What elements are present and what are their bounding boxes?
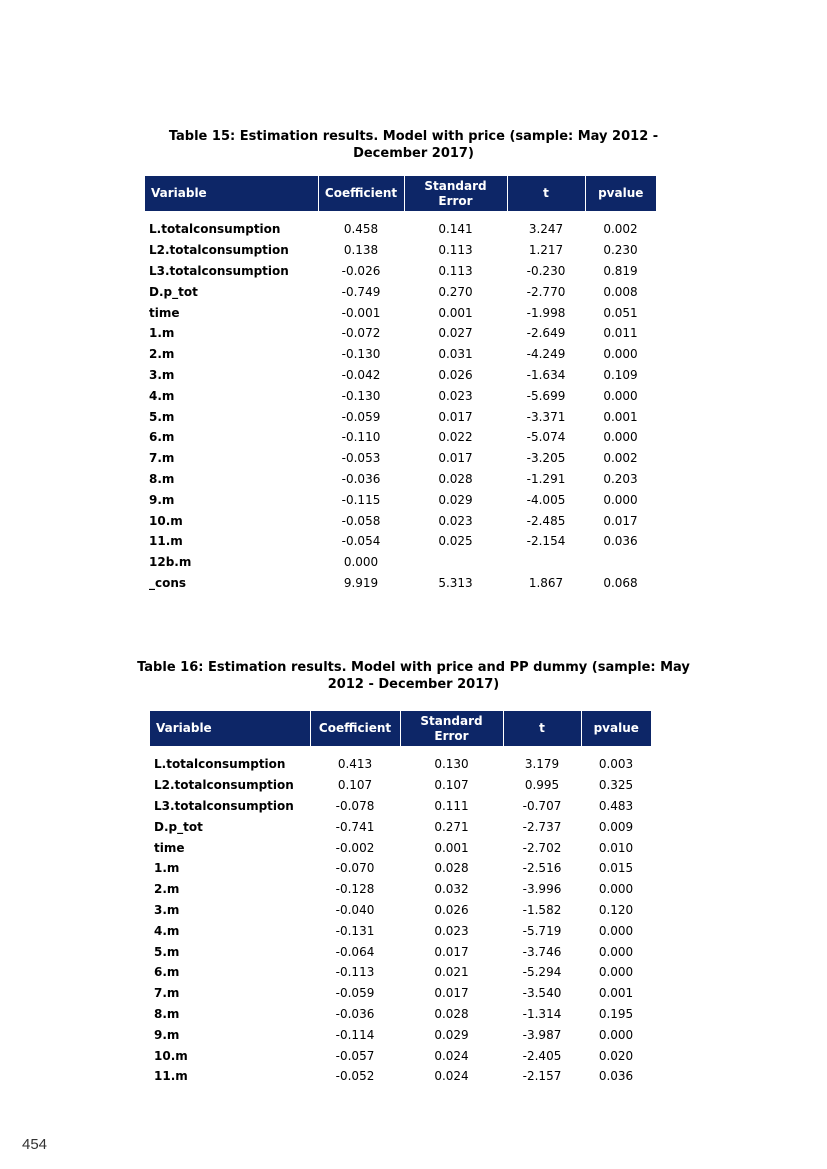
standard-error-cell: 0.130 (434, 757, 469, 772)
header-coefficient: Coefficient (310, 711, 400, 746)
t-cell: -4.005 (526, 492, 566, 507)
coefficient-cell: 0.413 (337, 757, 373, 772)
header-variable: Variable (150, 711, 310, 746)
standard-error-cell: 0.141 (438, 222, 473, 237)
standard-error-cell: 0.022 (438, 430, 473, 445)
standard-error-cell: 0.017 (434, 944, 469, 959)
pvalue-cell: 0.230 (603, 243, 638, 258)
variable-cell: 11.m (154, 1069, 188, 1084)
header-coefficient: Coefficient (318, 176, 404, 211)
table-row (150, 1004, 651, 1025)
standard-error-cell: 0.028 (434, 861, 469, 876)
pvalue-cell: 0.000 (598, 944, 634, 959)
pvalue-cell: 0.000 (598, 1027, 634, 1042)
table-row (150, 858, 651, 879)
table-row (150, 796, 651, 817)
pvalue-cell: 0.000 (603, 388, 638, 403)
table-header-row (145, 176, 656, 211)
header-standard-error (400, 711, 503, 746)
coefficient-cell: -0.749 (341, 284, 381, 299)
pvalue-cell: 0.002 (603, 222, 638, 237)
table-row (145, 281, 656, 302)
standard-error-cell: 0.028 (438, 471, 473, 486)
t-cell: -0.707 (522, 798, 562, 813)
t-cell: -2.154 (526, 534, 566, 549)
coefficient-cell: 0.138 (343, 243, 379, 258)
pvalue-cell: 0.000 (598, 882, 634, 897)
header-se-line1: Standard (420, 713, 483, 728)
header-se-line1: Standard (424, 178, 487, 193)
table-row (150, 1066, 651, 1087)
coefficient-cell: -0.059 (335, 986, 375, 1001)
header-pvalue: pvalue (585, 176, 656, 211)
standard-error-cell: 0.023 (438, 388, 473, 403)
coefficient-cell: -0.036 (341, 471, 381, 486)
table-row (150, 879, 651, 900)
standard-error-cell: 0.027 (438, 326, 473, 341)
page-number: 454 (22, 1136, 48, 1153)
header-t: t (503, 711, 581, 746)
t-cell: -0.230 (526, 263, 566, 278)
variable-cell: L2.totalconsumption (154, 778, 294, 793)
variable-cell: 6.m (149, 430, 175, 445)
table-row (145, 261, 656, 282)
t-cell: -2.516 (522, 861, 562, 876)
t-cell: -1.998 (526, 305, 566, 320)
table-row (145, 211, 656, 240)
table-15-caption (0, 128, 827, 162)
variable-cell: _cons (149, 575, 187, 590)
standard-error-cell: 0.023 (438, 513, 473, 528)
coefficient-cell: -0.072 (341, 326, 381, 341)
standard-error-cell: 0.017 (438, 409, 473, 424)
pvalue-cell: 0.068 (603, 575, 638, 590)
table-row (145, 448, 656, 469)
pvalue-cell: 0.001 (598, 986, 634, 1001)
caption-line: December 2017) (353, 146, 474, 161)
t-cell: -3.987 (522, 1027, 562, 1042)
table-row (145, 365, 656, 386)
coefficient-cell: -0.026 (341, 263, 381, 278)
variable-cell: 11.m (149, 534, 183, 549)
variable-cell: 2.m (154, 882, 180, 897)
pvalue-cell: 0.020 (598, 1048, 634, 1063)
table-row (150, 1024, 651, 1045)
standard-error-cell: 0.113 (438, 243, 473, 258)
variable-cell: 7.m (149, 451, 175, 466)
table-row (145, 427, 656, 448)
coefficient-cell: -0.054 (341, 534, 381, 549)
coefficient-cell: -0.078 (335, 798, 375, 813)
table-row (150, 941, 651, 962)
header-se-line2: Error (438, 193, 473, 208)
standard-error-cell: 0.270 (438, 284, 473, 299)
variable-cell: L3.totalconsumption (154, 798, 294, 813)
pvalue-cell: 0.015 (598, 861, 634, 876)
t-cell: 1.867 (528, 575, 564, 590)
t-cell: -3.996 (522, 882, 562, 897)
t-cell: -3.371 (526, 409, 566, 424)
table-row (150, 775, 651, 796)
variable-cell: 8.m (154, 1006, 180, 1021)
t-cell: -2.770 (526, 284, 566, 299)
t-cell: -4.249 (526, 347, 566, 362)
pvalue-cell: 0.036 (603, 534, 638, 549)
table-row (150, 837, 651, 858)
variable-cell: L.totalconsumption (154, 757, 286, 772)
standard-error-cell: 0.107 (434, 778, 469, 793)
table-row (150, 920, 651, 941)
table-15 (145, 176, 656, 593)
table-row (145, 573, 656, 594)
t-cell: -3.746 (522, 944, 562, 959)
t-cell: 3.179 (524, 757, 560, 772)
pvalue-cell: 0.017 (603, 513, 638, 528)
standard-error-cell: 0.271 (434, 819, 469, 834)
t-cell: 1.217 (528, 243, 564, 258)
coefficient-cell: -0.001 (341, 305, 381, 320)
coefficient-cell: -0.115 (341, 492, 381, 507)
table-body (150, 746, 651, 1087)
standard-error-cell: 0.032 (434, 882, 469, 897)
pvalue-cell: 0.195 (598, 1006, 634, 1021)
t-cell: -2.702 (522, 840, 562, 855)
variable-cell: 4.m (154, 923, 180, 938)
variable-cell: 9.m (154, 1027, 180, 1042)
variable-cell: 6.m (154, 965, 180, 980)
variable-cell: 4.m (149, 388, 175, 403)
variable-cell: 1.m (154, 861, 180, 876)
table-row (150, 816, 651, 837)
standard-error-cell: 0.001 (434, 840, 469, 855)
coefficient-cell: -0.128 (335, 882, 375, 897)
coefficient-cell: -0.042 (341, 367, 381, 382)
standard-error-cell: 0.025 (438, 534, 473, 549)
standard-error-cell: 0.001 (438, 305, 473, 320)
standard-error-cell: 5.313 (438, 575, 473, 590)
table-row (145, 406, 656, 427)
t-cell: -2.485 (526, 513, 566, 528)
t-cell: 3.247 (528, 222, 564, 237)
coefficient-cell: -0.052 (335, 1069, 375, 1084)
variable-cell: 3.m (149, 367, 175, 382)
table-row (150, 962, 651, 983)
table-row (145, 323, 656, 344)
pvalue-cell: 0.011 (603, 326, 638, 341)
table-row (145, 510, 656, 531)
t-cell: -2.405 (522, 1048, 562, 1063)
table-row (150, 746, 651, 775)
coefficient-cell: -0.064 (335, 944, 375, 959)
coefficient-cell: -0.131 (335, 923, 375, 938)
variable-cell: 10.m (154, 1048, 188, 1063)
variable-cell: D.p_tot (149, 284, 198, 299)
t-cell: -5.074 (526, 430, 566, 445)
t-cell: -1.582 (522, 902, 562, 917)
coefficient-cell: -0.002 (335, 840, 375, 855)
standard-error-cell: 0.031 (438, 347, 473, 362)
coefficient-cell: 0.458 (343, 222, 379, 237)
pvalue-cell: 0.010 (598, 840, 634, 855)
t-cell: -2.157 (522, 1069, 562, 1084)
pvalue-cell: 0.000 (603, 347, 638, 362)
pvalue-cell: 0.002 (603, 451, 638, 466)
t-cell: -5.699 (526, 388, 566, 403)
standard-error-cell: 0.021 (434, 965, 469, 980)
coefficient-cell: 0.107 (337, 778, 373, 793)
table-row (145, 385, 656, 406)
variable-cell: time (154, 840, 185, 855)
variable-cell: 9.m (149, 492, 175, 507)
t-cell: -3.205 (526, 451, 566, 466)
variable-cell: D.p_tot (154, 819, 203, 834)
coefficient-cell: -0.036 (335, 1006, 375, 1021)
coefficient-cell: -0.130 (341, 388, 381, 403)
table-header-row (150, 711, 651, 746)
t-cell: -1.634 (526, 367, 566, 382)
caption-line: Table 15: Estimation results. Model with price (sample: May 2012 - (168, 129, 659, 144)
table-row (145, 344, 656, 365)
header-variable: Variable (145, 176, 318, 211)
coefficient-cell: 9.919 (343, 575, 379, 590)
pvalue-cell: 0.000 (603, 430, 638, 445)
pvalue-cell: 0.003 (598, 757, 634, 772)
coefficient-cell: -0.114 (335, 1027, 375, 1042)
variable-cell: L.totalconsumption (149, 222, 281, 237)
pvalue-cell: 0.000 (598, 923, 634, 938)
variable-cell: 3.m (154, 902, 180, 917)
variable-cell: 5.m (149, 409, 175, 424)
variable-cell: L2.totalconsumption (149, 243, 289, 258)
pvalue-cell: 0.109 (603, 367, 638, 382)
variable-cell: L3.totalconsumption (149, 263, 289, 278)
table-16-caption (0, 659, 827, 693)
table-row (145, 531, 656, 552)
standard-error-cell: 0.023 (434, 923, 469, 938)
standard-error-cell: 0.029 (434, 1027, 469, 1042)
table-row (145, 489, 656, 510)
pvalue-cell: 0.036 (598, 1069, 634, 1084)
caption-line: Table 16: Estimation results. Model with price and PP dummy (sample: May (137, 660, 690, 675)
coefficient-cell: -0.057 (335, 1048, 375, 1063)
pvalue-cell: 0.203 (603, 471, 638, 486)
t-cell: -1.314 (522, 1006, 562, 1021)
table-body (145, 211, 656, 593)
coefficient-cell: -0.130 (341, 347, 381, 362)
t-cell: -3.540 (522, 986, 562, 1001)
variable-cell: time (149, 305, 180, 320)
t-cell: -5.719 (522, 923, 562, 938)
coefficient-cell: -0.053 (341, 451, 381, 466)
standard-error-cell: 0.113 (438, 263, 473, 278)
coefficient-cell: 0.000 (343, 555, 379, 570)
pvalue-cell: 0.325 (598, 778, 634, 793)
t-cell: -2.649 (526, 326, 566, 341)
standard-error-cell: 0.017 (438, 451, 473, 466)
table-row (145, 469, 656, 490)
header-pvalue: pvalue (581, 711, 651, 746)
pvalue-cell: 0.000 (603, 492, 638, 507)
coefficient-cell: -0.040 (335, 902, 375, 917)
t-cell: -2.737 (522, 819, 562, 834)
t-cell: -5.294 (522, 965, 562, 980)
header-t: t (507, 176, 585, 211)
standard-error-cell: 0.026 (438, 367, 473, 382)
header-se-line2: Error (434, 728, 469, 743)
coefficient-cell: -0.070 (335, 861, 375, 876)
variable-cell: 1.m (149, 326, 175, 341)
pvalue-cell: 0.001 (603, 409, 638, 424)
table-row (145, 240, 656, 261)
table-row (150, 900, 651, 921)
table-row (150, 1045, 651, 1066)
coefficient-cell: -0.113 (335, 965, 375, 980)
pvalue-cell: 0.819 (603, 263, 638, 278)
variable-cell: 10.m (149, 513, 183, 528)
pvalue-cell: 0.483 (598, 798, 634, 813)
table-16 (150, 711, 651, 1087)
standard-error-cell: 0.028 (434, 1006, 469, 1021)
pvalue-cell: 0.008 (603, 284, 638, 299)
standard-error-cell: 0.017 (434, 986, 469, 1001)
pvalue-cell: 0.009 (598, 819, 634, 834)
variable-cell: 8.m (149, 471, 175, 486)
table-row (145, 552, 656, 573)
pvalue-cell: 0.051 (603, 305, 638, 320)
standard-error-cell: 0.024 (434, 1069, 469, 1084)
standard-error-cell: 0.026 (434, 902, 469, 917)
standard-error-cell: 0.111 (434, 798, 469, 813)
pvalue-cell: 0.120 (598, 902, 634, 917)
variable-cell: 5.m (154, 944, 180, 959)
standard-error-cell (404, 552, 507, 573)
coefficient-cell: -0.741 (335, 819, 375, 834)
coefficient-cell: -0.059 (341, 409, 381, 424)
pvalue-cell (585, 552, 656, 573)
coefficient-cell: -0.058 (341, 513, 381, 528)
variable-cell: 2.m (149, 347, 175, 362)
table-row (145, 302, 656, 323)
variable-cell: 12b.m (149, 555, 192, 570)
t-cell (507, 552, 585, 573)
table-row (150, 983, 651, 1004)
standard-error-cell: 0.029 (438, 492, 473, 507)
pvalue-cell: 0.000 (598, 965, 634, 980)
caption-line: 2012 - December 2017) (327, 677, 500, 692)
header-standard-error (404, 176, 507, 211)
variable-cell: 7.m (154, 986, 180, 1001)
coefficient-cell: -0.110 (341, 430, 381, 445)
standard-error-cell: 0.024 (434, 1048, 469, 1063)
t-cell: 0.995 (524, 778, 560, 793)
t-cell: -1.291 (526, 471, 566, 486)
